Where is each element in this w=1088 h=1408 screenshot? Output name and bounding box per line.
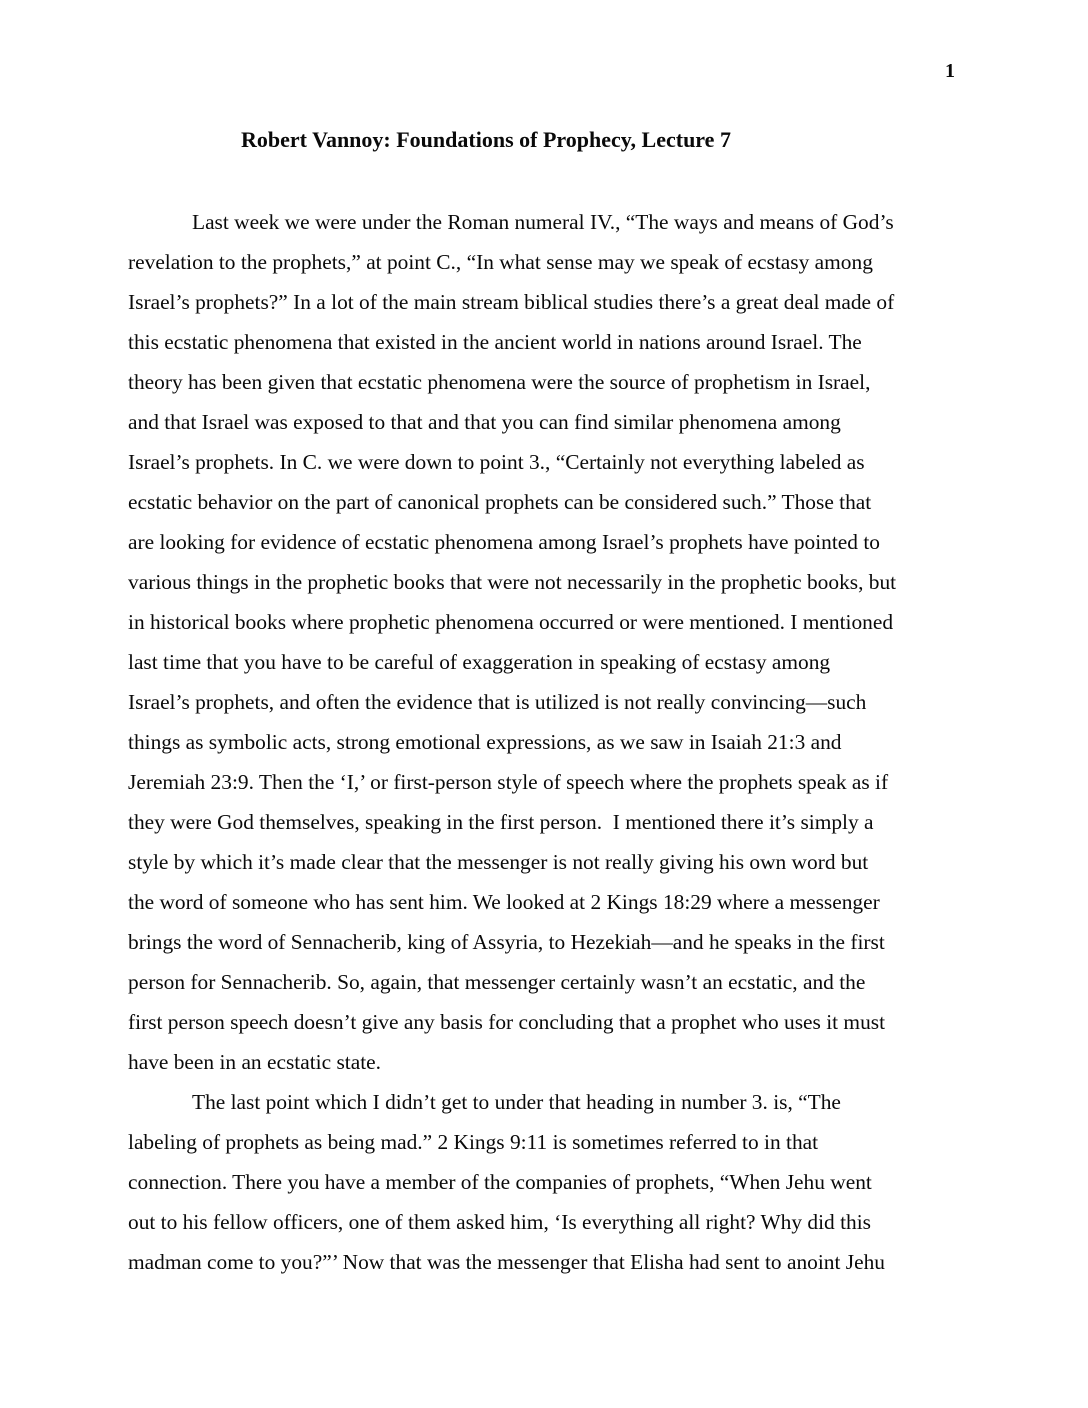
text-line: have been in an ecstatic state.	[128, 1050, 382, 1074]
text-line: things as symbolic acts, strong emotional expressions, as we saw in Isaiah 21:3 and	[128, 730, 842, 754]
document-body	[128, 202, 970, 1282]
text-line: revelation to the prophets,” at point C., “In what sense may we speak of ecstasy among	[128, 250, 873, 274]
text-line: last time that you have to be careful of exaggeration in speaking of ecstasy among	[128, 650, 831, 674]
text-line: Israel’s prophets. In C. we were down to point 3., “Certainly not everything labeled as	[128, 450, 865, 474]
text-line: out to his fellow officers, one of them asked him, ‘Is everything all right? Why did this	[128, 1210, 871, 1234]
page-number: 1	[945, 60, 956, 82]
text-line: style by which it’s made clear that the messenger is not really giving his own word but	[128, 850, 869, 874]
text-line: they were God themselves, speaking in the first person. I mentioned there it’s simply a	[128, 810, 874, 834]
text-line: Israel’s prophets, and often the evidence that is utilized is not really convincing—such	[128, 690, 867, 714]
text-line: first person speech doesn’t give any basis for concluding that a prophet who uses it must	[128, 1010, 886, 1034]
text-line: brings the word of Sennacherib, king of Assyria, to Hezekiah—and he speaks in the first	[128, 930, 885, 954]
text-line: theory has been given that ecstatic phenomena were the source of prophetism in Israel,	[128, 370, 871, 394]
paragraph	[128, 1082, 970, 1282]
text-line: Jeremiah 23:9. Then the ‘I,’ or first-person style of speech where the prophets speak as if	[128, 770, 889, 794]
text-line: Last week we were under the Roman numeral IV., “The ways and means of God’s	[192, 210, 894, 234]
text-line: and that Israel was exposed to that and that you can find similar phenomena among	[128, 410, 841, 434]
text-line: madman come to you?”’ Now that was the messenger that Elisha had sent to anoint Jehu	[128, 1250, 885, 1274]
text-line: connection. There you have a member of the companies of prophets, “When Jehu went	[128, 1170, 872, 1194]
text-line: The last point which I didn’t get to under that heading in number 3. is, “The	[192, 1090, 841, 1114]
text-line: person for Sennacherib. So, again, that messenger certainly wasn’t an ecstatic, and the	[128, 970, 866, 994]
text-line: are looking for evidence of ecstatic phenomena among Israel’s prophets have pointed to	[128, 530, 880, 554]
text-line: Israel’s prophets?” In a lot of the main stream biblical studies there’s a great deal made of	[128, 290, 895, 314]
text-line: the word of someone who has sent him. We looked at 2 Kings 18:29 where a messenger	[128, 890, 880, 914]
text-line: labeling of prophets as being mad.” 2 Kings 9:11 is sometimes referred to in that	[128, 1130, 819, 1154]
text-line: ecstatic behavior on the part of canonical prophets can be considered such.” Those that	[128, 490, 872, 514]
text-line: in historical books where prophetic phenomena occurred or were mentioned. I mentioned	[128, 610, 894, 634]
paragraph	[128, 202, 970, 1082]
document-title: Robert Vannoy: Foundations of Prophecy, Lecture 7	[241, 127, 731, 152]
text-line: this ecstatic phenomena that existed in the ancient world in nations around Israel. The	[128, 330, 862, 354]
text-line: various things in the prophetic books that were not necessarily in the prophetic books, but	[128, 570, 897, 594]
